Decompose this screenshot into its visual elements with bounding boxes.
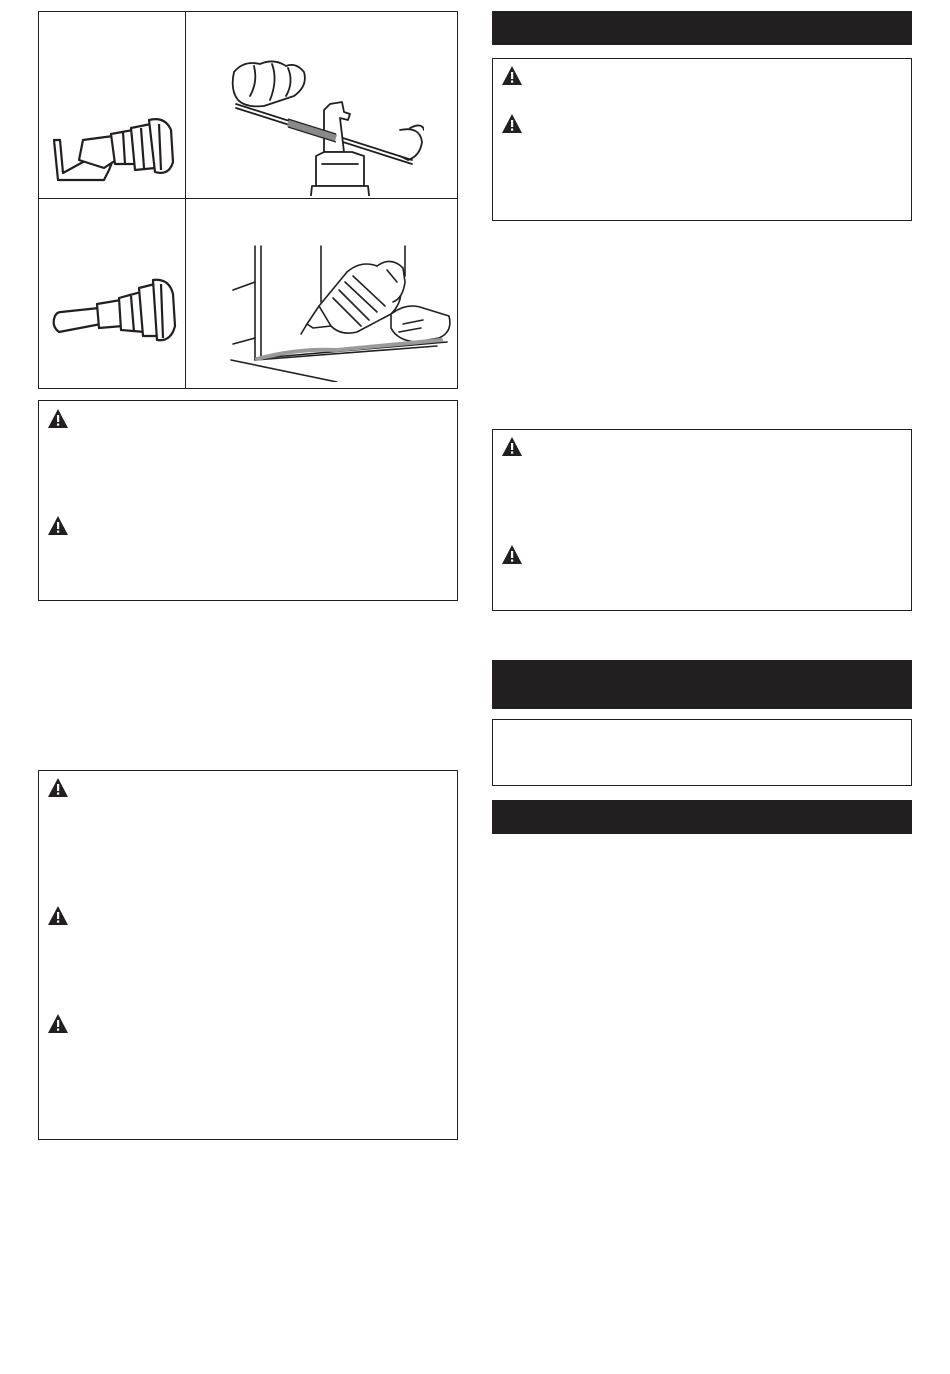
section-heading-bar (492, 800, 912, 834)
warning-triangle-icon (47, 777, 69, 799)
caution-box (492, 58, 912, 221)
caution-box (38, 400, 458, 601)
warning-triangle-icon (501, 436, 523, 458)
nozzle-table (38, 11, 458, 389)
caution-box (492, 429, 912, 611)
table-row-divider (39, 198, 457, 199)
warning-triangle-icon (47, 905, 69, 927)
warning-triangle-icon (47, 408, 69, 430)
reflector-nozzle-icon (49, 100, 179, 195)
section-heading-bar (492, 660, 912, 709)
warning-triangle-icon (501, 544, 523, 566)
caution-box (38, 770, 458, 1140)
warning-triangle-icon (47, 1013, 69, 1035)
table-column-divider (185, 12, 186, 388)
note-box (492, 719, 912, 786)
section-heading-bar (492, 11, 912, 45)
warning-triangle-icon (47, 515, 69, 537)
warning-triangle-icon (501, 65, 523, 87)
shrinking-tubing-on-wire-illustration (224, 56, 424, 196)
warning-triangle-icon (501, 113, 523, 135)
reduction-nozzle-icon (49, 270, 179, 355)
heat-gun-on-caulked-corner-illustration (227, 242, 455, 382)
